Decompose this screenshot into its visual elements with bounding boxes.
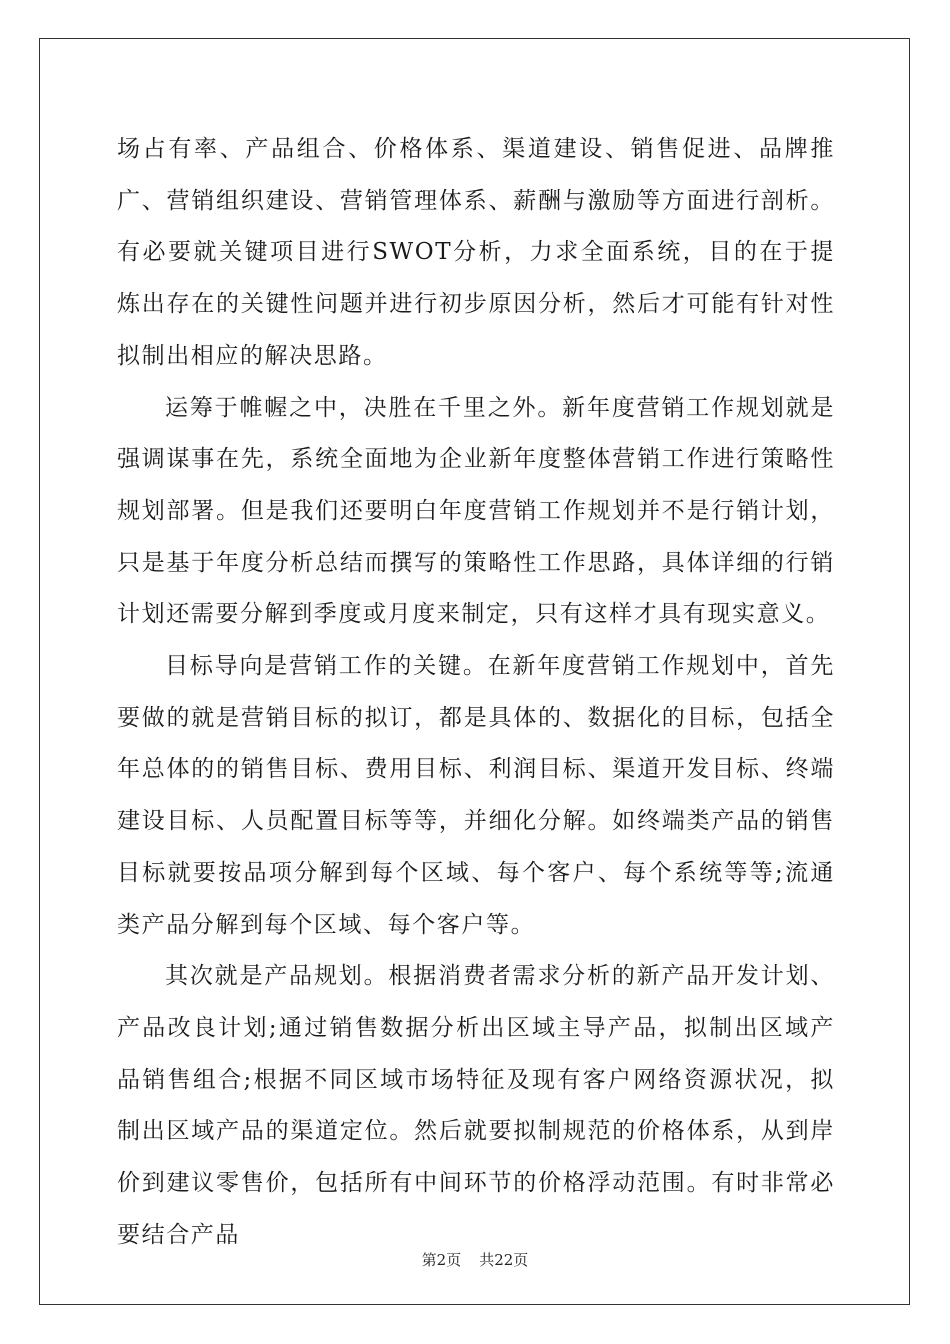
paragraph-2: 运筹于帷幄之中，决胜在千里之外。新年度营销工作规划就是强调谋事在先，系统全面地为企业新年度整体营销工作进行策略性规划部署。但是我们还要明白年度营销工作规划并不是行销计划，只是基于年度分析总结而撰写的策略性工作思路，具体详细的行销计划还需要分解到季度或月度来制定，只有这样才具有现实意义。: [117, 394, 835, 628]
page-footer: [0, 1249, 950, 1270]
paragraph-3: 目标导向是营销工作的关键。在新年度营销工作规划中，首先要做的就是营销目标的拟订，都是具体的、数据化的目标，包括全年总体的的销售目标、费用目标、利润目标、渠道开发目标、终端建设目标、人员配置目标等等，并细化分解。如终端类产品的销售目标就要按品项分解到每个区域、每个客户、每个系统等等;流通类产品分解到每个区域、每个客户等。: [117, 653, 835, 938]
total-page-count: 共22页: [479, 1251, 529, 1269]
paragraph-1: 场占有率、产品组合、价格体系、渠道建设、销售促进、品牌推广、营销组织建设、营销管理体系、薪酬与激励等方面进行剖析。有必要就关键项目进行SWOT分析，力求全面系统，目的在于提炼出存在的关键性问题并进行初步原因分析，然后才可能有针对性拟制出相应的解决思路。: [117, 136, 835, 369]
document-body: [117, 124, 835, 1261]
paragraph-4: 其次就是产品规划。根据消费者需求分析的新产品开发计划、产品改良计划;通过销售数据分析出区域主导产品，拟制出区域产品销售组合;根据不同区域市场特征及现有客户网络资源状况，拟制出区域产品的渠道定位。然后就要拟制规范的价格体系，从到岸价到建议零售价，包括所有中间环节的价格浮动范围。有时非常必要结合产品: [117, 963, 835, 1248]
current-page-number: 第2页: [421, 1251, 462, 1269]
